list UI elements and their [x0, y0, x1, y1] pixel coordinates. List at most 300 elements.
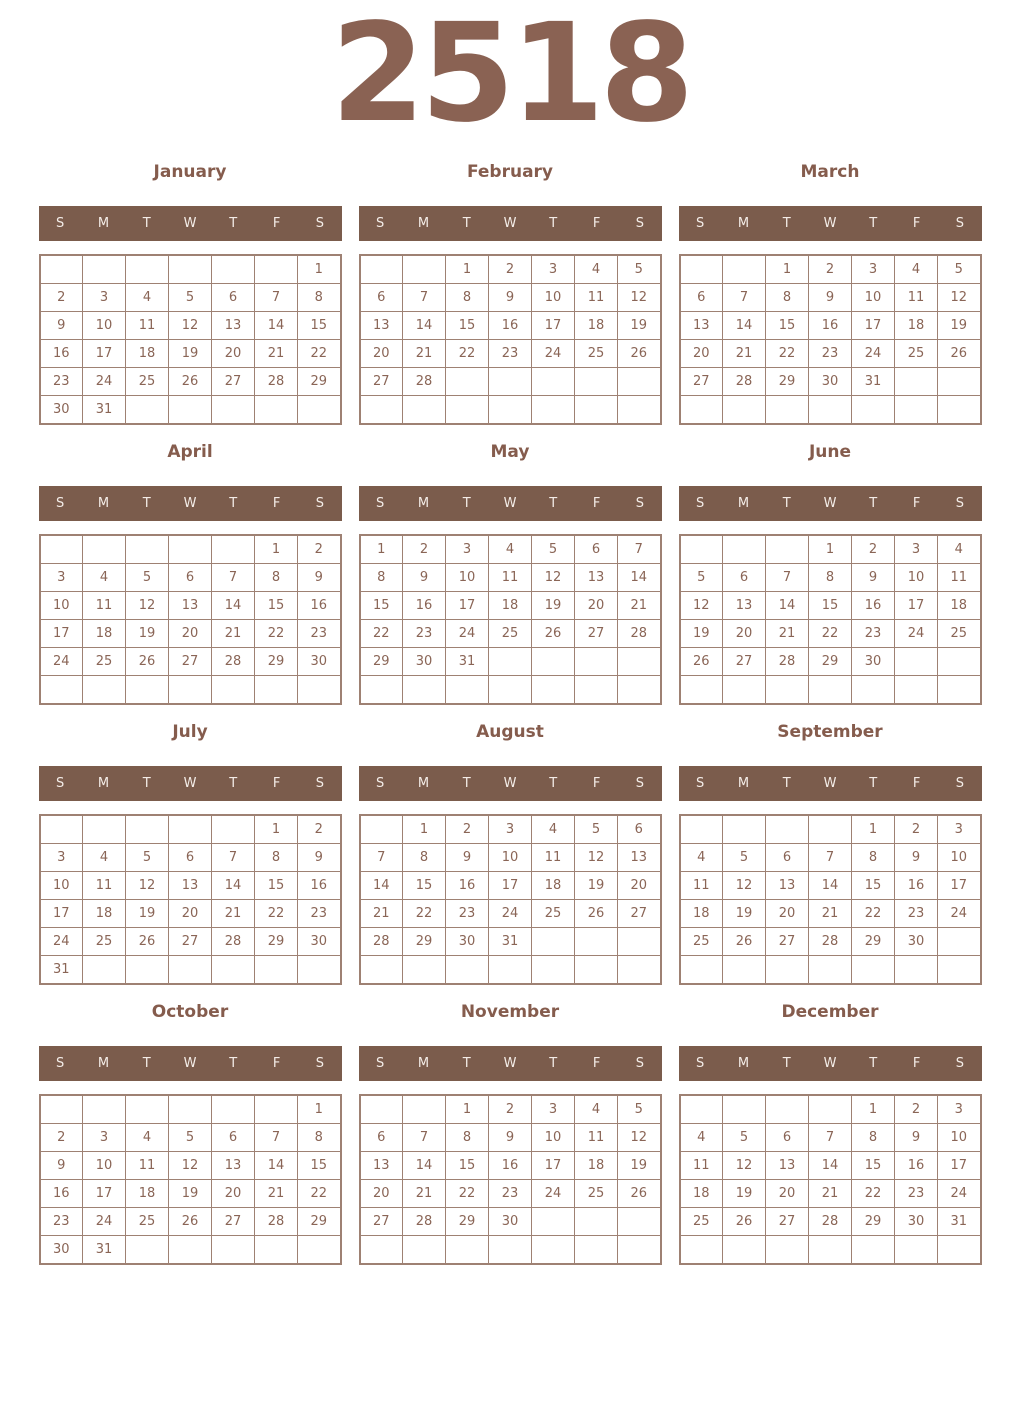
empty-date-cell — [126, 956, 169, 985]
month-days-body — [680, 535, 981, 704]
date-cell: 20 — [723, 620, 766, 648]
weekday-label: F — [912, 1056, 921, 1071]
week-row — [680, 648, 981, 676]
date-cell: 8 — [446, 1124, 489, 1152]
empty-date-cell — [895, 396, 938, 425]
date-cell: 16 — [895, 872, 938, 900]
date-cell: 2 — [40, 284, 83, 312]
date-cell: 28 — [809, 1208, 852, 1236]
empty-date-cell — [255, 676, 298, 705]
empty-date-cell — [40, 1095, 83, 1124]
weekday-label: S — [376, 776, 385, 791]
date-cell: 18 — [83, 620, 126, 648]
date-cell: 31 — [938, 1208, 981, 1236]
date-cell: 17 — [83, 1180, 126, 1208]
date-cell: 2 — [895, 1095, 938, 1124]
date-cell: 13 — [618, 844, 661, 872]
date-cell: 4 — [575, 255, 618, 284]
empty-date-cell — [618, 1236, 661, 1265]
date-cell: 27 — [360, 1208, 403, 1236]
weekday-label: T — [869, 776, 878, 791]
empty-date-cell — [680, 535, 723, 564]
date-cell: 3 — [83, 284, 126, 312]
weekday-label: F — [592, 1056, 601, 1071]
date-cell: 28 — [255, 1208, 298, 1236]
weekday-label: T — [549, 216, 558, 231]
week-row — [40, 1124, 341, 1152]
date-cell: 15 — [255, 872, 298, 900]
date-cell: 27 — [618, 900, 661, 928]
date-cell: 30 — [40, 1236, 83, 1265]
weekday-label: T — [549, 496, 558, 511]
weekday-label: M — [417, 776, 430, 791]
date-cell: 20 — [212, 340, 255, 368]
date-cell: 10 — [938, 1124, 981, 1152]
date-cell: 3 — [489, 815, 532, 844]
date-cell: 22 — [446, 1180, 489, 1208]
date-cell: 23 — [489, 340, 532, 368]
date-cell: 9 — [298, 844, 341, 872]
date-cell: 29 — [446, 1208, 489, 1236]
empty-date-cell — [723, 535, 766, 564]
date-cell: 12 — [169, 312, 212, 340]
date-cell: 16 — [895, 1152, 938, 1180]
date-cell: 22 — [403, 900, 446, 928]
date-cell: 25 — [575, 340, 618, 368]
empty-date-cell — [212, 815, 255, 844]
date-cell: 28 — [212, 648, 255, 676]
date-cell: 3 — [40, 844, 83, 872]
empty-date-cell — [809, 956, 852, 985]
month-days-table — [39, 1094, 342, 1265]
date-cell: 10 — [83, 312, 126, 340]
weekday-label: F — [592, 496, 601, 511]
date-cell: 30 — [403, 648, 446, 676]
date-cell: 10 — [83, 1152, 126, 1180]
empty-date-cell — [809, 396, 852, 425]
empty-date-cell — [298, 956, 341, 985]
month-block — [679, 438, 982, 705]
empty-date-cell — [212, 956, 255, 985]
date-cell: 10 — [446, 564, 489, 592]
date-cell: 18 — [680, 1180, 723, 1208]
month-title: January — [153, 162, 227, 182]
date-cell: 1 — [809, 535, 852, 564]
weekday-label: S — [56, 1056, 65, 1071]
weekday-label: S — [955, 776, 964, 791]
date-cell: 25 — [126, 368, 169, 396]
week-row — [680, 1152, 981, 1180]
date-cell: 1 — [298, 1095, 341, 1124]
date-cell: 8 — [255, 844, 298, 872]
date-cell: 1 — [766, 255, 809, 284]
month-days-body — [40, 255, 341, 424]
date-cell: 5 — [938, 255, 981, 284]
week-row — [40, 368, 341, 396]
empty-date-cell — [938, 648, 981, 676]
date-cell: 25 — [83, 928, 126, 956]
empty-date-cell — [403, 255, 446, 284]
date-cell: 2 — [446, 815, 489, 844]
date-cell: 17 — [852, 312, 895, 340]
month-block — [39, 718, 342, 985]
date-cell: 18 — [126, 340, 169, 368]
date-cell: 18 — [938, 592, 981, 620]
date-cell: 11 — [489, 564, 532, 592]
empty-date-cell — [298, 396, 341, 425]
weekday-label: W — [183, 1056, 197, 1071]
empty-date-cell — [809, 1095, 852, 1124]
weekday-label: T — [142, 496, 151, 511]
week-row — [40, 564, 341, 592]
date-cell: 31 — [40, 956, 83, 985]
week-row — [360, 1152, 661, 1180]
date-cell: 18 — [895, 312, 938, 340]
date-cell: 5 — [618, 255, 661, 284]
date-cell: 15 — [852, 872, 895, 900]
date-cell: 26 — [938, 340, 981, 368]
date-cell: 28 — [212, 928, 255, 956]
empty-date-cell — [618, 396, 661, 425]
date-cell: 8 — [403, 844, 446, 872]
date-cell: 15 — [766, 312, 809, 340]
empty-date-cell — [575, 956, 618, 985]
date-cell: 10 — [40, 872, 83, 900]
date-cell: 9 — [403, 564, 446, 592]
empty-date-cell — [126, 1236, 169, 1265]
date-cell: 11 — [938, 564, 981, 592]
date-cell: 16 — [298, 592, 341, 620]
weekday-label: T — [462, 776, 471, 791]
week-row — [40, 1095, 341, 1124]
weekday-label: M — [737, 496, 750, 511]
week-row — [680, 1124, 981, 1152]
empty-date-cell — [809, 676, 852, 705]
date-cell: 29 — [809, 648, 852, 676]
empty-date-cell — [766, 396, 809, 425]
weekday-label: S — [315, 1056, 324, 1071]
date-cell: 3 — [40, 564, 83, 592]
week-row — [40, 620, 341, 648]
date-cell: 2 — [489, 1095, 532, 1124]
empty-date-cell — [680, 815, 723, 844]
date-cell: 2 — [403, 535, 446, 564]
week-row — [680, 1095, 981, 1124]
weekday-header — [679, 206, 982, 241]
date-cell: 12 — [532, 564, 575, 592]
date-cell: 31 — [83, 396, 126, 425]
date-cell: 24 — [532, 340, 575, 368]
empty-date-cell — [723, 956, 766, 985]
month-title: May — [490, 442, 530, 462]
month-days-table — [359, 1094, 662, 1265]
date-cell: 2 — [40, 1124, 83, 1152]
date-cell: 20 — [169, 900, 212, 928]
empty-date-cell — [575, 928, 618, 956]
empty-date-cell — [446, 956, 489, 985]
empty-date-cell — [489, 396, 532, 425]
empty-date-cell — [895, 956, 938, 985]
date-cell: 17 — [532, 312, 575, 340]
date-cell: 29 — [766, 368, 809, 396]
week-row — [360, 1124, 661, 1152]
date-cell: 8 — [255, 564, 298, 592]
date-cell: 11 — [575, 284, 618, 312]
week-row — [40, 900, 341, 928]
empty-date-cell — [532, 956, 575, 985]
empty-date-cell — [212, 396, 255, 425]
empty-date-cell — [255, 396, 298, 425]
weekday-label: W — [823, 776, 837, 791]
date-cell: 28 — [360, 928, 403, 956]
date-cell: 1 — [852, 815, 895, 844]
empty-date-cell — [532, 676, 575, 705]
date-cell: 29 — [360, 648, 403, 676]
empty-date-cell — [298, 1236, 341, 1265]
month-days-body — [680, 1095, 981, 1264]
month-title: March — [800, 162, 860, 182]
date-cell: 7 — [809, 1124, 852, 1152]
week-row — [40, 1208, 341, 1236]
date-cell: 21 — [809, 900, 852, 928]
empty-date-cell — [126, 676, 169, 705]
date-cell: 2 — [852, 535, 895, 564]
date-cell: 24 — [938, 900, 981, 928]
weekday-label: T — [869, 216, 878, 231]
date-cell: 17 — [40, 900, 83, 928]
month-days-table — [679, 814, 982, 985]
date-cell: 31 — [489, 928, 532, 956]
date-cell: 8 — [298, 284, 341, 312]
date-cell: 11 — [680, 1152, 723, 1180]
date-cell: 6 — [766, 1124, 809, 1152]
date-cell: 29 — [298, 368, 341, 396]
weekday-header — [39, 1046, 342, 1081]
empty-date-cell — [169, 1095, 212, 1124]
empty-date-cell — [766, 815, 809, 844]
date-cell: 14 — [255, 1152, 298, 1180]
date-cell: 22 — [255, 900, 298, 928]
date-cell: 29 — [852, 1208, 895, 1236]
date-cell: 6 — [680, 284, 723, 312]
weekday-label: M — [97, 496, 110, 511]
month-title: October — [151, 1002, 229, 1022]
date-cell: 8 — [446, 284, 489, 312]
empty-date-cell — [40, 255, 83, 284]
date-cell: 13 — [575, 564, 618, 592]
date-cell: 11 — [895, 284, 938, 312]
month-days-table — [359, 814, 662, 985]
date-cell: 19 — [169, 1180, 212, 1208]
date-cell: 5 — [169, 284, 212, 312]
week-row — [360, 535, 661, 564]
date-cell: 20 — [618, 872, 661, 900]
weekday-label: W — [503, 216, 517, 231]
empty-date-cell — [360, 1236, 403, 1265]
date-cell: 20 — [766, 1180, 809, 1208]
empty-date-cell — [532, 396, 575, 425]
date-cell: 17 — [532, 1152, 575, 1180]
weekday-header — [359, 1046, 662, 1081]
empty-date-cell — [489, 1236, 532, 1265]
empty-date-cell — [446, 676, 489, 705]
week-row — [360, 1095, 661, 1124]
weekday-label: W — [823, 496, 837, 511]
date-cell: 23 — [809, 340, 852, 368]
month-title: September — [777, 722, 883, 742]
weekday-label: T — [869, 1056, 878, 1071]
weekday-label: S — [315, 496, 324, 511]
weekday-label: T — [142, 1056, 151, 1071]
date-cell: 20 — [680, 340, 723, 368]
date-cell: 25 — [126, 1208, 169, 1236]
date-cell: 20 — [212, 1180, 255, 1208]
date-cell: 7 — [766, 564, 809, 592]
empty-date-cell — [575, 396, 618, 425]
week-row — [680, 872, 981, 900]
date-cell: 19 — [723, 1180, 766, 1208]
date-cell: 13 — [169, 872, 212, 900]
weekday-label: M — [417, 496, 430, 511]
date-cell: 4 — [83, 564, 126, 592]
date-cell: 7 — [403, 1124, 446, 1152]
empty-date-cell — [895, 676, 938, 705]
empty-date-cell — [403, 956, 446, 985]
empty-date-cell — [575, 368, 618, 396]
date-cell: 24 — [446, 620, 489, 648]
date-cell: 9 — [895, 1124, 938, 1152]
date-cell: 11 — [126, 1152, 169, 1180]
date-cell: 24 — [852, 340, 895, 368]
empty-date-cell — [255, 255, 298, 284]
weekday-label: T — [229, 496, 238, 511]
empty-date-cell — [446, 1236, 489, 1265]
empty-date-cell — [618, 648, 661, 676]
weekday-header — [679, 486, 982, 521]
weekday-label: S — [635, 1056, 644, 1071]
date-cell: 12 — [938, 284, 981, 312]
empty-date-cell — [489, 676, 532, 705]
week-row — [680, 620, 981, 648]
date-cell: 12 — [169, 1152, 212, 1180]
date-cell: 4 — [126, 284, 169, 312]
date-cell: 29 — [852, 928, 895, 956]
week-row — [40, 815, 341, 844]
date-cell: 15 — [298, 1152, 341, 1180]
weekday-label: M — [417, 216, 430, 231]
month-block — [359, 718, 662, 985]
empty-date-cell — [723, 815, 766, 844]
date-cell: 3 — [895, 535, 938, 564]
date-cell: 25 — [575, 1180, 618, 1208]
date-cell: 29 — [403, 928, 446, 956]
month-block — [39, 998, 342, 1265]
month-block — [679, 158, 982, 425]
date-cell: 13 — [723, 592, 766, 620]
date-cell: 8 — [360, 564, 403, 592]
week-row — [40, 340, 341, 368]
week-row — [360, 312, 661, 340]
weekday-label: S — [696, 776, 705, 791]
date-cell: 26 — [169, 1208, 212, 1236]
date-cell: 31 — [446, 648, 489, 676]
date-cell: 17 — [938, 872, 981, 900]
empty-date-cell — [895, 368, 938, 396]
week-row — [40, 312, 341, 340]
week-row — [40, 535, 341, 564]
date-cell: 26 — [575, 900, 618, 928]
date-cell: 24 — [83, 368, 126, 396]
month-block — [39, 438, 342, 705]
empty-date-cell — [360, 676, 403, 705]
date-cell: 24 — [938, 1180, 981, 1208]
date-cell: 30 — [895, 1208, 938, 1236]
date-cell: 17 — [938, 1152, 981, 1180]
empty-date-cell — [723, 396, 766, 425]
date-cell: 28 — [403, 368, 446, 396]
date-cell: 3 — [446, 535, 489, 564]
empty-date-cell — [126, 396, 169, 425]
empty-date-cell — [766, 1095, 809, 1124]
week-row — [40, 1152, 341, 1180]
empty-date-cell — [680, 1095, 723, 1124]
week-row — [680, 592, 981, 620]
date-cell: 1 — [852, 1095, 895, 1124]
empty-date-cell — [40, 535, 83, 564]
empty-date-cell — [938, 1236, 981, 1265]
date-cell: 10 — [852, 284, 895, 312]
empty-date-cell — [895, 648, 938, 676]
date-cell: 23 — [40, 368, 83, 396]
empty-date-cell — [126, 815, 169, 844]
weekday-label: S — [56, 216, 65, 231]
empty-date-cell — [575, 1236, 618, 1265]
date-cell: 12 — [723, 1152, 766, 1180]
date-cell: 14 — [360, 872, 403, 900]
date-cell: 8 — [852, 844, 895, 872]
date-cell: 7 — [212, 844, 255, 872]
week-row — [360, 928, 661, 956]
empty-date-cell — [169, 535, 212, 564]
date-cell: 21 — [723, 340, 766, 368]
weekday-label: F — [272, 1056, 281, 1071]
empty-date-cell — [532, 648, 575, 676]
weekday-label: F — [592, 216, 601, 231]
empty-date-cell — [83, 956, 126, 985]
date-cell: 8 — [809, 564, 852, 592]
weekday-label: T — [462, 1056, 471, 1071]
date-cell: 30 — [40, 396, 83, 425]
month-block — [679, 718, 982, 985]
weekday-label: M — [97, 216, 110, 231]
week-row — [360, 1208, 661, 1236]
week-row — [680, 312, 981, 340]
month-title: February — [466, 162, 554, 182]
date-cell: 15 — [446, 1152, 489, 1180]
week-row — [40, 284, 341, 312]
empty-date-cell — [766, 676, 809, 705]
empty-date-cell — [618, 368, 661, 396]
week-row — [40, 928, 341, 956]
empty-date-cell — [212, 1236, 255, 1265]
month-days-table — [39, 534, 342, 705]
weekday-label: T — [462, 216, 471, 231]
date-cell: 4 — [680, 1124, 723, 1152]
week-row — [360, 648, 661, 676]
date-cell: 18 — [575, 1152, 618, 1180]
empty-date-cell — [723, 1236, 766, 1265]
date-cell: 14 — [212, 592, 255, 620]
